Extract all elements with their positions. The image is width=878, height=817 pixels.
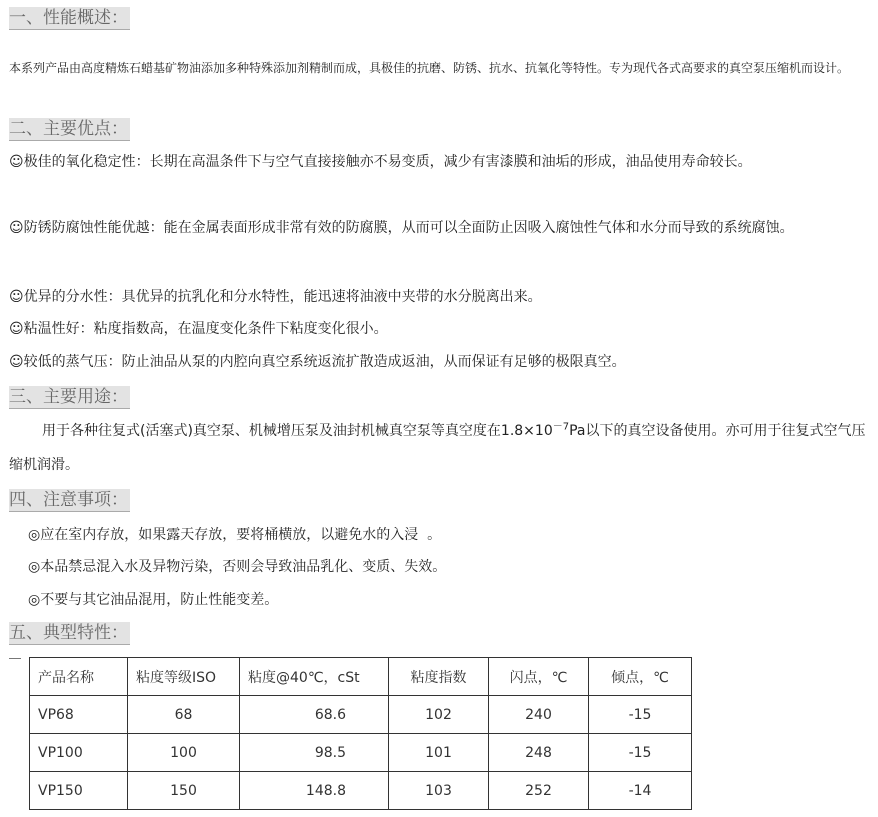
table-cell: 252 xyxy=(489,772,589,810)
divider xyxy=(9,658,21,659)
smiley-icon: ☺ xyxy=(9,321,24,337)
table-cell: 98.5 xyxy=(240,734,389,772)
table-cell: VP100 xyxy=(30,734,128,772)
usage-exponent: －7 xyxy=(552,421,570,433)
table-cell: 100 xyxy=(128,734,240,772)
smiley-icon: ☺ xyxy=(9,354,24,370)
double-circle-icon: ◎ xyxy=(28,559,41,575)
table-cell: 103 xyxy=(389,772,489,810)
header-cell: 产品名称 xyxy=(30,658,128,696)
advantage-text: 粘温性好：粘度指数高，在温度变化条件下粘度变化很小。 xyxy=(23,321,388,337)
table-cell: 68.6 xyxy=(240,696,389,734)
advantage-text: 极佳的氧化稳定性：长期在高温条件下与空气直接接触亦不易变质，减少有害漆膜和油垢的形成，油品使用寿命较长。 xyxy=(23,154,752,170)
overview-paragraph: 本系列产品由高度精炼石蜡基矿物油添加多种特殊添加剂精制而成，具极佳的抗磨、防锈、抗水、抗氧化等特性。专为现代各式高要求的真空泵压缩机而设计。 xyxy=(9,61,850,75)
section-heading-usage: 三、主要用途： xyxy=(9,387,128,407)
header-cell: 粘度指数 xyxy=(389,658,489,696)
header-cell: 闪点，℃ xyxy=(489,658,589,696)
advantage-text: 较低的蒸气压：防止油品从泵的内腔向真空系统返流扩散造成返油，从而保证有足够的极限真空。 xyxy=(23,354,626,370)
section-heading-notes: 四、注意事项： xyxy=(9,490,128,510)
table-cell: VP68 xyxy=(30,696,128,734)
table-cell: 148.8 xyxy=(240,772,389,810)
note-item xyxy=(28,590,278,610)
table-cell: 150 xyxy=(128,772,240,810)
table-cell: -14 xyxy=(589,772,692,810)
table-cell: -15 xyxy=(589,696,692,734)
note-item xyxy=(28,525,441,545)
table-cell: 248 xyxy=(489,734,589,772)
advantage-item xyxy=(9,287,542,307)
table-cell: 68 xyxy=(128,696,240,734)
usage-paragraph xyxy=(9,414,871,482)
smiley-icon: ☺ xyxy=(9,154,24,170)
table-cell: 240 xyxy=(489,696,589,734)
advantage-text: 防锈防腐蚀性能优越：能在金属表面形成非常有效的防腐膜，从而可以全面防止因吸入腐蚀性气体和水分而导致的系统腐蚀。 xyxy=(23,220,794,236)
section-heading-overview: 一、性能概述： xyxy=(9,8,128,28)
double-circle-icon: ◎ xyxy=(28,527,41,543)
section-heading-properties: 五、典型特性： xyxy=(9,623,128,643)
note-text: 本品禁忌混入水及异物污染，否则会导致油品乳化、变质、失效。 xyxy=(40,559,447,575)
properties-table xyxy=(29,657,692,810)
table-row xyxy=(30,696,692,734)
usage-text-after: Pa以下的真空设备使用。亦可用于往复式空气压缩机润滑。 xyxy=(9,423,866,473)
header-cell: 粘度等级ISO xyxy=(128,658,240,696)
smiley-icon: ☺ xyxy=(9,289,24,305)
smiley-icon: ☺ xyxy=(9,220,24,236)
table-row xyxy=(30,734,692,772)
usage-text-before: 用于各种往复式(活塞式)真空泵、机械增压泵及油封机械真空泵等真空度在1.8×10 xyxy=(42,423,553,439)
advantage-item xyxy=(9,352,626,372)
table-cell: 102 xyxy=(389,696,489,734)
table-header-row xyxy=(30,658,692,696)
note-text: 应在室内存放，如果露天存放，要将桶横放，以避免水的入浸 。 xyxy=(40,527,442,543)
table-cell: VP150 xyxy=(30,772,128,810)
header-cell: 粘度@40℃，cSt xyxy=(240,658,389,696)
advantage-item xyxy=(9,212,869,245)
advantage-item xyxy=(9,319,388,339)
table-cell: -15 xyxy=(589,734,692,772)
note-text: 不要与其它油品混用，防止性能变差。 xyxy=(40,592,279,608)
advantage-item xyxy=(9,146,869,179)
table-cell: 101 xyxy=(389,734,489,772)
table-row xyxy=(30,772,692,810)
double-circle-icon: ◎ xyxy=(28,592,41,608)
note-item xyxy=(28,557,446,577)
advantage-text: 优异的分水性：具优异的抗乳化和分水特性，能迅速将油液中夹带的水分脱离出来。 xyxy=(23,289,542,305)
header-cell: 倾点，℃ xyxy=(589,658,692,696)
section-heading-advantages: 二、主要优点： xyxy=(9,119,128,139)
